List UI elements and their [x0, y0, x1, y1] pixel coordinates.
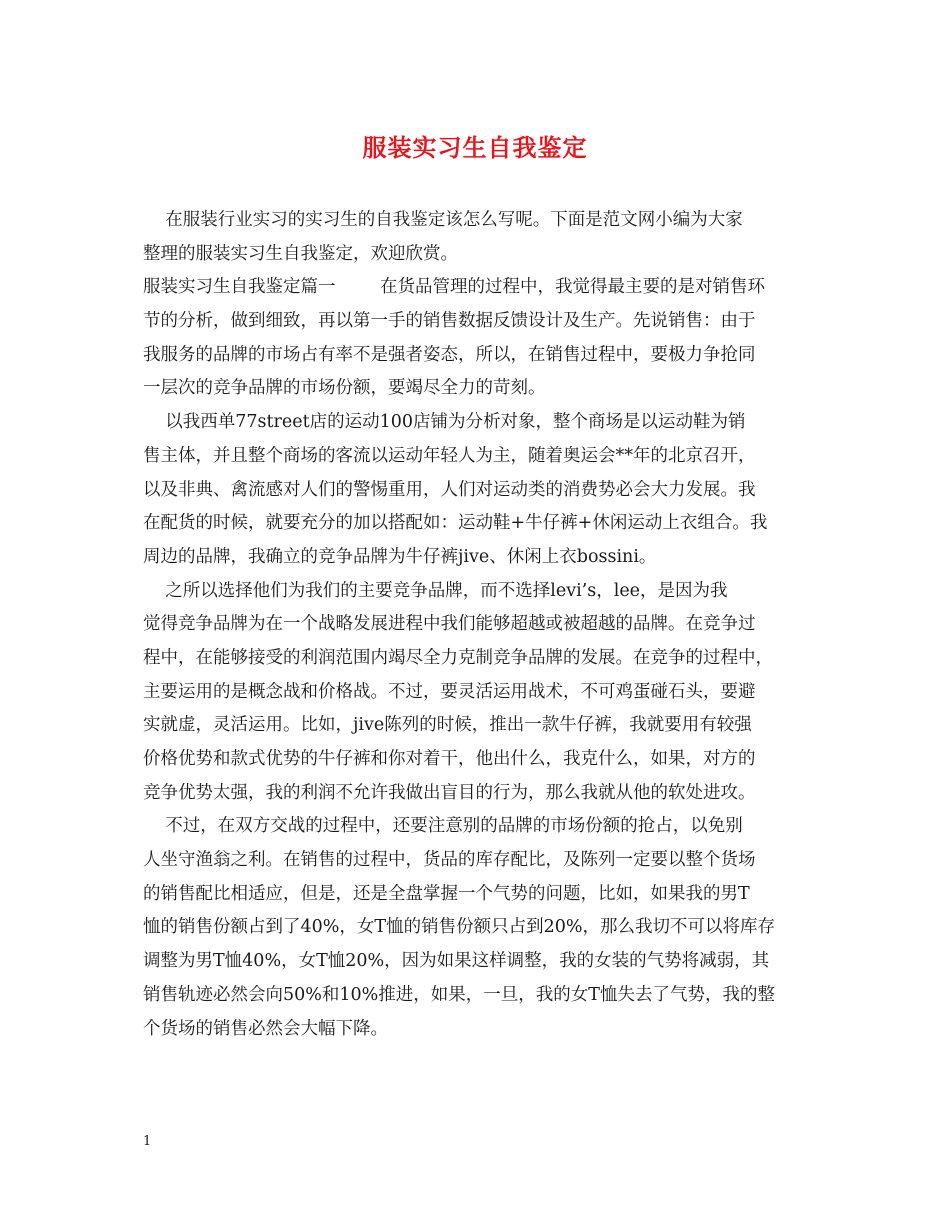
body-line: 在配货的时候，就要充分的加以搭配如：运动鞋+牛仔裤+休闲运动上衣组合。我: [143, 513, 768, 534]
page-number: 1: [143, 1134, 152, 1149]
body-line: 在服装行业实习的实习生的自我鉴定该怎么写呢。下面是范文网小编为大家: [143, 210, 743, 230]
body-line: 人坐守渔翁之利。在销售的过程中，货品的库存配比，及陈列一定要以整个货场: [143, 850, 756, 871]
body-line: 不过，在双方交战的过程中，还要注意别的品牌的市场份额的抢占，以免别: [143, 816, 743, 837]
body-line: 程中，在能够接受的利润范围内竭尽全力克制竞争品牌的发展。在竞争的过程中，: [143, 647, 773, 668]
document-body: [143, 204, 823, 1046]
body-line: 的销售配比相适应，但是，还是全盘掌握一个气势的问题，比如，如果我的男T: [143, 883, 750, 904]
body-line: 之所以选择他们为我们的主要竞争品牌，而不选择levi’s，lee，是因为我: [143, 580, 728, 601]
body-line: 实就虚，灵活运用。比如，jive陈列的时候，推出一款牛仔裤，我就要用有较强: [143, 715, 752, 736]
body-line: 以及非典、禽流感对人们的警惕重用，人们对运动类的消费势必会大力发展。我: [143, 479, 756, 500]
body-line: 主要运用的是概念战和价格战。不过，要灵活运用战术，不可鸡蛋碰石头，要避: [143, 681, 756, 702]
body-line: 个货场的销售必然会大幅下降。: [143, 1018, 388, 1039]
body-line: 售主体，并且整个商场的客流以运动年轻人为主，随着奥运会**年的北京召开，: [143, 445, 756, 466]
body-line: 调整为男T恤40%，女T恤20%，因为如果这样调整，我的女装的气势将减弱，其: [143, 951, 770, 972]
body-line: 竞争优势太强，我的利润不允许我做出盲目的行为，那么我就从他的软处进攻。: [143, 782, 756, 803]
body-line: 整理的服装实习生自我鉴定，欢迎欣赏。: [143, 243, 458, 264]
body-line: 销售轨迹必然会向50%和10%推进，如果，一旦，我的女T恤失去了气势，我的整: [143, 984, 775, 1005]
body-line: 节的分析，做到细致，再以第一手的销售数据反馈设计及生产。先说销售：由于: [143, 311, 756, 332]
body-line: 价格优势和款式优势的牛仔裤和你对着干，他出什么，我克什么，如果，对方的: [143, 749, 756, 769]
document-title: 服装实习生自我鉴定: [362, 133, 588, 162]
body-line: 周边的品牌，我确立的竞争品牌为牛仔裤jive、休闲上衣bossini。: [143, 546, 657, 567]
body-line: 我服务的品牌的市场占有率不是强者姿态，所以，在销售过程中，要极力争抢同: [143, 344, 756, 365]
body-line: 一层次的竞争品牌的市场份额，要竭尽全力的苛刻。: [143, 378, 546, 399]
body-line: 服装实习生自我鉴定篇一 在货品管理的过程中，我觉得最主要的是对销售环: [143, 277, 765, 298]
body-line: 恤的销售份额占到了40%，女T恤的销售份额只占到20%，那么我切不可以将库存: [143, 917, 775, 938]
body-line: 觉得竞争品牌为在一个战略发展进程中我们能够超越或被超越的品牌。在竞争过: [143, 614, 756, 635]
body-line: 以我西单77street店的运动100店铺为分析对象，整个商场是以运动鞋为销: [143, 412, 746, 433]
